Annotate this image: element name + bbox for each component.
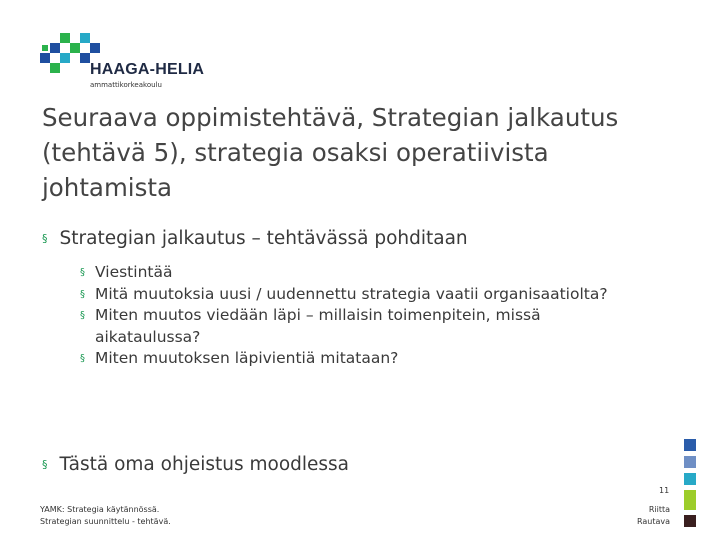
- color-block: [684, 456, 696, 468]
- logo-square: [50, 43, 60, 53]
- logo-square: [40, 53, 50, 63]
- main-bullet-text: Strategian jalkautus – tehtävässä pohditaan: [59, 228, 468, 249]
- footer-course-line: YAMK: Strategia käytännössä.: [40, 505, 160, 514]
- bullet-marker: §: [80, 353, 85, 364]
- color-block: [684, 439, 696, 451]
- sub-bullet: [80, 305, 640, 348]
- sub-bullet-list: [80, 262, 640, 370]
- sub-bullet: [80, 284, 640, 306]
- slide-title: Seuraava oppimistehtävä, Strategian jalkautus (tehtävä 5), strategia osaksi operatiivista johtamista: [42, 103, 619, 202]
- logo-square: [70, 43, 80, 53]
- main-bullet: [42, 228, 468, 249]
- decorative-color-bar: [684, 439, 696, 532]
- sub-bullet-text: Miten muutoksen läpivientiä mitataan?: [95, 349, 399, 367]
- logo-square: [60, 33, 70, 43]
- color-block: [684, 515, 696, 527]
- logo-subtitle: ammattikorkeakoulu: [90, 81, 162, 89]
- logo-square: [80, 33, 90, 43]
- sub-bullet: [80, 262, 640, 284]
- sub-bullet: [80, 348, 640, 370]
- footer-author-line: Riitta: [648, 505, 670, 514]
- footer-author: [624, 504, 670, 528]
- haaga-helia-logo: [40, 33, 210, 95]
- footer-course: [40, 504, 171, 528]
- bullet-marker: §: [80, 310, 85, 321]
- logo-square: [90, 43, 100, 53]
- logo-name: HAAGA-HELIA: [90, 61, 205, 78]
- page-number: 11: [659, 486, 670, 495]
- logo-square: [42, 45, 48, 51]
- sub-bullet-text: Mitä muutoksia uusi / uudennettu strategia vaatii organisaatiolta?: [95, 284, 608, 303]
- logo-square: [80, 53, 90, 63]
- footer-course-line: Strategian suunnittelu - tehtävä.: [40, 517, 171, 526]
- sub-bullet-text: Viestintää: [95, 263, 173, 281]
- color-block: [684, 490, 696, 510]
- main-bullet-text: Tästä oma ohjeistus moodlessa: [59, 454, 350, 475]
- bullet-marker: §: [80, 267, 85, 278]
- logo-square: [60, 53, 70, 63]
- footer-author-line: Rautava: [636, 517, 670, 526]
- main-bullet: [42, 454, 349, 475]
- bullet-marker: §: [42, 458, 48, 471]
- bullet-marker: §: [80, 288, 85, 300]
- color-block: [684, 473, 696, 485]
- sub-bullet-text: Miten muutos viedään läpi – millaisin toimenpitein, missä aikataulussa?: [95, 306, 541, 346]
- logo-square: [50, 63, 60, 73]
- bullet-marker: §: [42, 232, 48, 245]
